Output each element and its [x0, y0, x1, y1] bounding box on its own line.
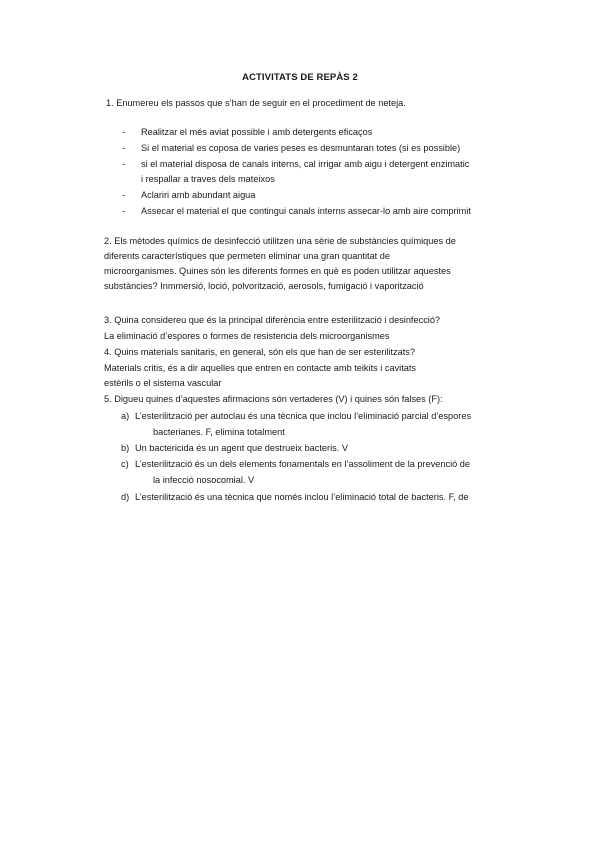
bullet-dash: -: [122, 206, 126, 216]
q5-item-a-line-2: bacterianes. F, elimina totalment: [153, 427, 285, 437]
q5-item-c-line-1: L’esterilització és un dels elements fonamentals en l’assoliment de la prevenció de: [135, 459, 471, 469]
bullet-dash: -: [122, 143, 126, 153]
q1-item-3-continued: i respallar a traves dels mateixos: [141, 174, 275, 184]
q5-item-c-line-2: la infecció nosocomial. V: [153, 475, 255, 485]
question-4: 4. Quins materials sanitaris, en general, són els que han de ser esterilitzats?: [104, 347, 416, 357]
answer-4-line-2: estèrils o el sistema vascular: [104, 378, 222, 388]
bullet-dash: -: [122, 127, 126, 137]
question-2-line-1: 2. Els mètodes químics de desinfecció utilitzen una sèrie de substàncies químiques de: [104, 236, 456, 246]
q1-item-4: Aclariri amb abundant aigua: [141, 190, 256, 200]
question-5: 5. Digueu quines d’aquestes afirmacions són vertaderes (V) i quines són falses (F):: [104, 394, 443, 404]
q1-item-5: Assecar el material el que contingui canals interns assecar-lo amb aire comprimit: [141, 206, 471, 216]
question-2-line-4: substàncies? Inmmersió, loció, polvorització, aerosols, fumigació i vaporització: [104, 281, 424, 291]
q5-item-c-marker: c): [121, 459, 129, 469]
answer-3: La eliminació d’espores o formes de resistencia dels microorganismes: [104, 331, 390, 341]
question-1: 1. Enumereu els passos que s’han de seguir en el procediment de neteja.: [106, 98, 406, 108]
bullet-dash: -: [122, 159, 126, 169]
answer-4-line-1: Materials critis, és a dir aquelles que entren en contacte amb teikits i cavitats: [104, 363, 417, 373]
bullet-dash: -: [122, 190, 126, 200]
question-2-line-2: diferents característiques que permeten eliminar una gran quantitat de: [104, 251, 391, 261]
q5-item-b-line-1: Un bactericida és un agent que destrueix bacteris. V: [135, 443, 348, 453]
q1-item-2: Si el material es coposa de varies peses es desmuntaran totes (si es possible): [141, 143, 461, 153]
q1-item-3: si el material disposa de canals interns, cal irrigar amb aigu i detergent enzimatic: [141, 159, 470, 169]
q5-item-a-marker: a): [121, 411, 130, 421]
document-title: ACTIVITATS DE REPÀS 2: [242, 72, 358, 83]
q5-item-a-line-1: L’esterilització per autoclau és una tècnica que inclou l’eliminació parcial d’espores: [135, 411, 472, 421]
q5-item-d-marker: d): [121, 492, 130, 502]
question-2-line-3: microorganismes. Quines són les diferents formes en què es poden utilitzar aquestes: [104, 266, 451, 276]
q1-item-1: Realitzar el més aviat possible i amb detergents eficaços: [141, 127, 373, 137]
q5-item-d-line-1: L’esterilització és una tècnica que només inclou l’eliminació total de bacteris. F, de: [135, 492, 469, 502]
q5-item-b-marker: b): [121, 443, 130, 453]
question-3: 3. Quina considereu que és la principal diferència entre esterilització i desinfecció?: [104, 315, 441, 325]
